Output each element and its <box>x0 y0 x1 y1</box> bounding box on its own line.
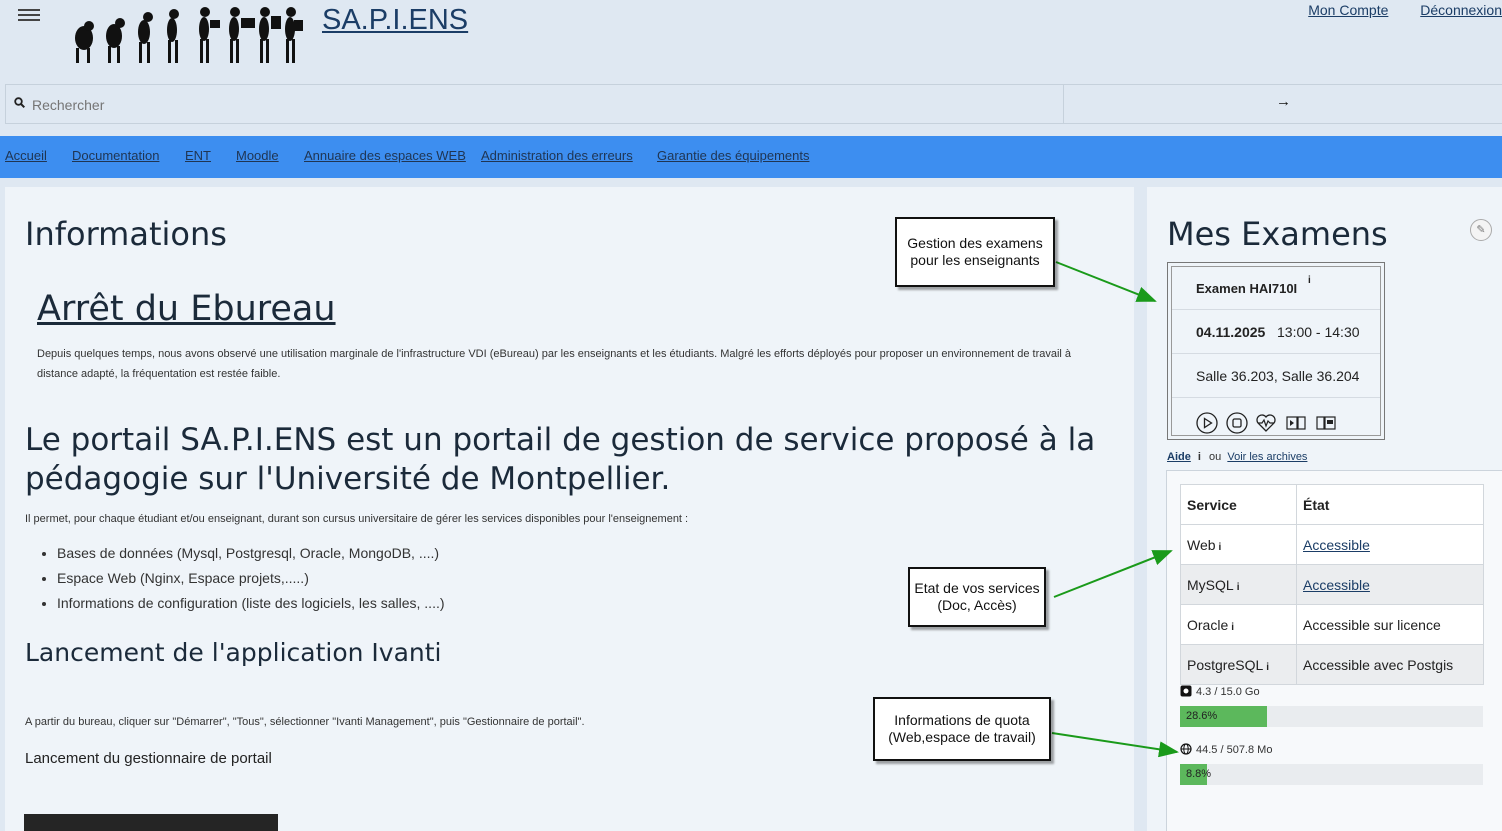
exams-title: Mes Examens <box>1167 215 1388 253</box>
table-row <box>1181 605 1484 645</box>
table-row <box>1181 565 1484 605</box>
ivanti-text: A partir du bureau, cliquer sur "Démarrer", "Tous", sélectionner "Ivanti Management", puis "Gestionnaire de portail". <box>25 716 585 728</box>
search-icon <box>14 97 25 108</box>
column-header-state: État <box>1297 485 1484 525</box>
help-row <box>1167 451 1307 463</box>
portal-feature-list <box>37 545 445 620</box>
nav-item-documentation[interactable]: Documentation <box>72 148 160 163</box>
exam-rooms: Salle 36.203, Salle 36.204 <box>1196 368 1360 384</box>
nav-item-error-admin[interactable]: Administration des erreurs <box>481 148 633 163</box>
monitors-icon[interactable] <box>1315 412 1337 434</box>
nav-item-equipment-warranty[interactable]: Garantie des équipements <box>657 148 810 163</box>
list-item: • Espace Web (Nginx, Espace projets,.....) <box>57 570 445 586</box>
exam-time-row <box>1172 310 1380 354</box>
nav-item-web-directory[interactable]: Annuaire des espaces WEB <box>304 148 466 163</box>
search-bar <box>5 84 1502 124</box>
page-title: Informations <box>25 215 227 253</box>
service-name: Web <box>1187 536 1216 553</box>
exam-date: 04.11.2025 <box>1196 324 1266 340</box>
screenshot-image <box>24 814 278 831</box>
service-state: Accessible sur licence <box>1303 616 1441 633</box>
heartbeat-icon[interactable] <box>1255 412 1277 434</box>
info-icon[interactable]: i <box>1218 541 1222 553</box>
portal-heading: Le portail SA.P.I.ENS est un portail de gestion de service proposé à la pédagogie sur l'Université de Montpellier. <box>25 422 1096 497</box>
menu-icon[interactable] <box>18 6 40 24</box>
service-name: MySQL <box>1187 576 1234 593</box>
my-account-link[interactable]: Mon Compte <box>1308 2 1389 18</box>
workspace-quota-bar <box>1180 706 1483 727</box>
services-table <box>1180 484 1484 685</box>
main-nav <box>0 136 1502 178</box>
sidebar-exams <box>1147 187 1502 831</box>
services-callout: Etat de vos services (Doc, Accès) <box>908 567 1046 627</box>
nav-item-accueil[interactable]: Accueil <box>5 148 47 163</box>
arrow-right-icon: → <box>1276 93 1291 110</box>
evolution-logo <box>72 4 304 66</box>
quota-percent: 8.8% <box>1186 768 1212 780</box>
nav-item-ent[interactable]: ENT <box>185 148 211 163</box>
search-submit-button[interactable] <box>1063 84 1502 124</box>
globe-icon <box>1180 743 1192 755</box>
exam-card <box>1167 262 1385 440</box>
workspace-icon <box>1180 685 1192 697</box>
ebureau-text: Depuis quelques temps, nous avons observé une utilisation marginale de l'infrastructure VDI (eBureau) par les enseignants et les étudiants. Malgré les efforts déployés pour proposer un environnement de travail à distance adapté, la fréquentation est restée faible. <box>37 348 1072 380</box>
exam-name: Examen HAI710I <box>1196 281 1298 296</box>
quota-fill <box>1180 706 1267 727</box>
nav-item-moodle[interactable]: Moodle <box>236 148 279 163</box>
exam-time: 13:00 - 14:30 <box>1277 324 1360 340</box>
service-name: PostgreSQL <box>1187 656 1264 673</box>
site-title-link[interactable]: SA.P.I.ENS <box>322 4 469 36</box>
services-panel <box>1166 470 1502 831</box>
play-icon[interactable] <box>1196 412 1218 434</box>
help-link[interactable]: Aide <box>1167 451 1191 463</box>
video-monitor-icon[interactable] <box>1285 412 1307 434</box>
service-state: Accessible avec Postgis <box>1303 656 1454 673</box>
quota-callout: Informations de quota (Web,espace de travail) <box>873 697 1051 761</box>
page-header <box>0 0 1502 84</box>
service-name: Oracle <box>1187 616 1229 633</box>
search-field[interactable] <box>5 84 1064 124</box>
stop-icon[interactable] <box>1226 412 1248 434</box>
info-icon[interactable]: i <box>1197 451 1201 463</box>
or-text: ou <box>1209 451 1222 463</box>
logout-link[interactable]: Déconnexion <box>1420 2 1502 18</box>
table-header-row <box>1181 485 1484 525</box>
web-quota-label: 44.5 / 507.8 Mo <box>1180 743 1272 756</box>
column-header-service: Service <box>1181 485 1297 525</box>
ebureau-heading[interactable]: Arrêt du Ebureau <box>37 289 336 329</box>
table-row <box>1181 525 1484 565</box>
pencil-icon[interactable]: ✎ <box>1470 219 1492 241</box>
quota-fill <box>1180 764 1212 785</box>
exam-room-row <box>1172 354 1380 398</box>
table-row <box>1181 645 1484 685</box>
service-state-link[interactable]: Accessible <box>1303 576 1370 593</box>
ivanti-heading: Lancement de l'application Ivanti <box>25 638 442 667</box>
exam-name-row <box>1172 267 1380 310</box>
list-item: • Bases de données (Mysql, Postgresql, Oracle, MongoDB, ....) <box>57 545 445 561</box>
exams-callout: Gestion des examens pour les enseignants <box>895 217 1055 287</box>
web-quota-bar <box>1180 764 1483 785</box>
service-state-link[interactable]: Accessible <box>1303 536 1370 553</box>
search-input[interactable] <box>30 93 1054 117</box>
quota-percent: 28.6% <box>1186 710 1218 722</box>
info-icon[interactable]: i <box>1236 581 1240 593</box>
list-item: • Informations de configuration (liste des logiciels, les salles, ....) <box>57 595 445 611</box>
account-links <box>1280 2 1502 18</box>
info-icon[interactable]: i <box>1266 661 1270 673</box>
ivanti-subheading: Lancement du gestionnaire de portail <box>25 750 272 767</box>
portal-intro: Il permet, pour chaque étudiant et/ou enseignant, durant son cursus universitaire de gérer les services disponibles pour l'enseignement : <box>25 513 689 525</box>
info-icon[interactable]: i <box>1231 621 1235 633</box>
workspace-quota-label: 4.3 / 15.0 Go <box>1180 685 1260 698</box>
info-icon[interactable]: i <box>1308 275 1311 286</box>
archives-link[interactable]: Voir les archives <box>1227 451 1308 463</box>
